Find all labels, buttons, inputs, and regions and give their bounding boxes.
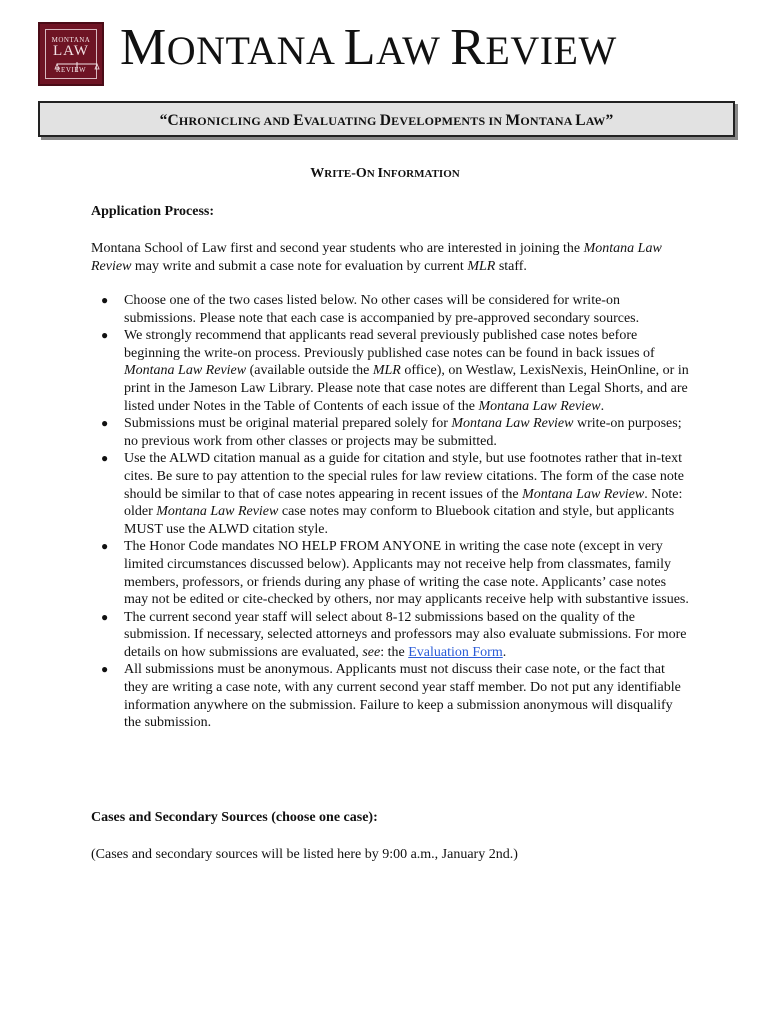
bullet-2-text-a: We strongly recommend that applicants read several previously published case notes before beginning the write-on process. Previously published case notes can be found in back issues of xyxy=(124,328,655,361)
logo-text-montana: MONTANA xyxy=(51,36,91,44)
bullet-4-italic-2: Montana Law Review xyxy=(156,504,279,520)
list-item xyxy=(91,292,691,327)
list-item-text xyxy=(124,327,691,415)
evaluation-form-link[interactable]: Evaluation Form xyxy=(408,644,503,660)
bullet-icon: ● xyxy=(101,662,109,677)
list-item-text xyxy=(124,538,691,608)
bullet-3-text-b: write-on purposes; no previous work from other classes or projects may be submitted. xyxy=(124,416,682,449)
heading-n: N xyxy=(366,168,378,180)
motto-c: “C xyxy=(159,112,179,129)
bullet-2-text-b: (available outside the xyxy=(246,363,373,379)
bullet-4-text-a: Use the ALWD citation manual as a guide for citation and style, but use footnotes rather that in-text cites. Be sure to pay attention to the special rules for law review citations. The form of the case note should be similar to that of case notes appearing in recent issues of the xyxy=(124,451,684,502)
bullet-2-italic-3: Montana Law Review xyxy=(478,398,601,414)
motto-text xyxy=(40,112,733,130)
write-on-rules-list xyxy=(91,292,691,732)
bullet-icon: ● xyxy=(101,328,109,343)
list-item xyxy=(91,538,691,608)
bullet-6-italic-see: see xyxy=(362,644,381,660)
bullet-icon: ● xyxy=(101,609,109,624)
logo-text-law: LAW xyxy=(53,43,89,59)
bullet-icon: ● xyxy=(101,539,109,554)
bullet-2-italic-1: Montana Law Review xyxy=(124,363,247,379)
cases-label: Cases and Secondary Sources (choose one case): xyxy=(91,810,378,825)
logo-frame xyxy=(45,29,97,79)
intro-text-c: staff. xyxy=(495,259,527,274)
bullet-4-text-b: . Note: older xyxy=(124,486,683,520)
bullet-2-text-c: office), on Westlaw, LexisNexis, HeinOnline, or in print in the Jameson Law Library. Please note that case notes are different than Legal Shorts, and are listed under Notes in the Table of Contents of each issue of the xyxy=(124,363,689,414)
motto-w4: ONTANA xyxy=(520,114,576,128)
title-letter-r: R xyxy=(450,19,486,76)
list-item xyxy=(91,661,691,731)
bullet-icon: ● xyxy=(101,416,109,431)
cases-note: (Cases and secondary sources will be listed here by 9:00 a.m., January 2nd.) xyxy=(91,847,518,862)
list-item-text xyxy=(124,292,691,327)
bullet-2-text-d: . xyxy=(600,398,605,414)
heading-i: I xyxy=(377,166,383,181)
title-part-ontana: ONTANA xyxy=(166,28,344,73)
list-item xyxy=(91,415,691,450)
bullet-3-text-a: Submissions must be original material prepared solely for xyxy=(124,416,452,432)
motto-w5: AW xyxy=(585,114,606,128)
bullet-1-text: Choose one of the two cases listed below. No other cases will be considered for write-on submissions. Please note that each case is accompanied by pre-approved secondary sources. xyxy=(124,293,640,326)
list-item-text xyxy=(124,450,691,538)
list-item xyxy=(91,450,691,538)
montana-law-review-logo xyxy=(38,22,104,86)
list-item xyxy=(91,327,691,415)
motto-close-quote: ” xyxy=(605,112,614,129)
application-process-label: Application Process: xyxy=(91,204,215,219)
list-item xyxy=(91,609,691,662)
intro-text-b: may write and submit a case note for evaluation by current xyxy=(131,259,468,274)
heading-rite: RITE xyxy=(324,168,352,180)
motto-w3: EVELOPMENTS IN xyxy=(391,114,506,128)
heading-w: W xyxy=(310,166,325,181)
journal-title xyxy=(120,18,617,81)
bullet-6-text-a: The current second year staff will select about 8-12 submissions based on the quality of the submission. If necessary, selected attorneys and professors may also evaluate submissions. For more details on how submissions are evaluated, xyxy=(124,609,687,660)
bullet-5-text: The Honor Code mandates NO HELP FROM ANYONE in writing the case note (except in very limited circumstances discussed below). Applicants may not receive help from classmates, family members, professors, or friends during any phase of writing the case note. Applicants’ case notes may not be edited or cite-checked by others, nor may applicants receive help with substantive issues. xyxy=(124,539,689,608)
title-letter-m: M xyxy=(120,19,167,76)
heading-nformation: NFORMATION xyxy=(382,168,460,180)
list-item-text xyxy=(124,661,691,731)
list-item-text xyxy=(124,609,691,662)
motto-w1: HRONICLING AND xyxy=(178,114,294,128)
intro-text-a: Montana School of Law first and second year students who are interested in joining the xyxy=(91,241,584,256)
title-part-aw: AW xyxy=(375,28,451,73)
bullet-icon: ● xyxy=(101,293,109,307)
bullet-6-text-c: . xyxy=(502,644,507,660)
motto-e: E xyxy=(293,112,304,129)
title-letter-l: L xyxy=(343,19,376,76)
bullet-6-text-b: : the xyxy=(380,644,409,660)
list-item-text xyxy=(124,415,691,450)
motto-w2: VALUATING xyxy=(303,114,380,128)
bullet-4-italic-1: Montana Law Review xyxy=(522,486,645,502)
intro-italic-journal: Montana Law Review xyxy=(91,241,662,274)
section-heading xyxy=(0,166,770,182)
bullet-icon: ● xyxy=(101,451,109,466)
title-part-eview: EVIEW xyxy=(485,28,617,73)
bullet-7-text: All submissions must be anonymous. Applicants must not discuss their case note, or the fact that they are writing a case note, with any current second year staff member. Do not put any identifiable information anywhere on the submission. Failure to keep a submission anonymous will disqualify the submission. xyxy=(124,662,681,731)
motto-banner xyxy=(38,101,735,137)
motto-d: D xyxy=(379,112,392,129)
heading-o: -O xyxy=(351,166,367,181)
intro-italic-mlr: MLR xyxy=(467,259,496,274)
application-intro xyxy=(91,240,691,276)
bullet-2-italic-2: MLR xyxy=(372,363,401,379)
bullet-4-text-c: case notes may conform to Bluebook citation and style, but applicants MUST use the ALWD citation style. xyxy=(124,504,675,537)
motto-l: L xyxy=(575,112,586,129)
logo-text-review: REVIEW xyxy=(55,66,87,74)
bullet-3-italic-1: Montana Law Review xyxy=(451,416,574,432)
motto-m: M xyxy=(505,112,521,129)
